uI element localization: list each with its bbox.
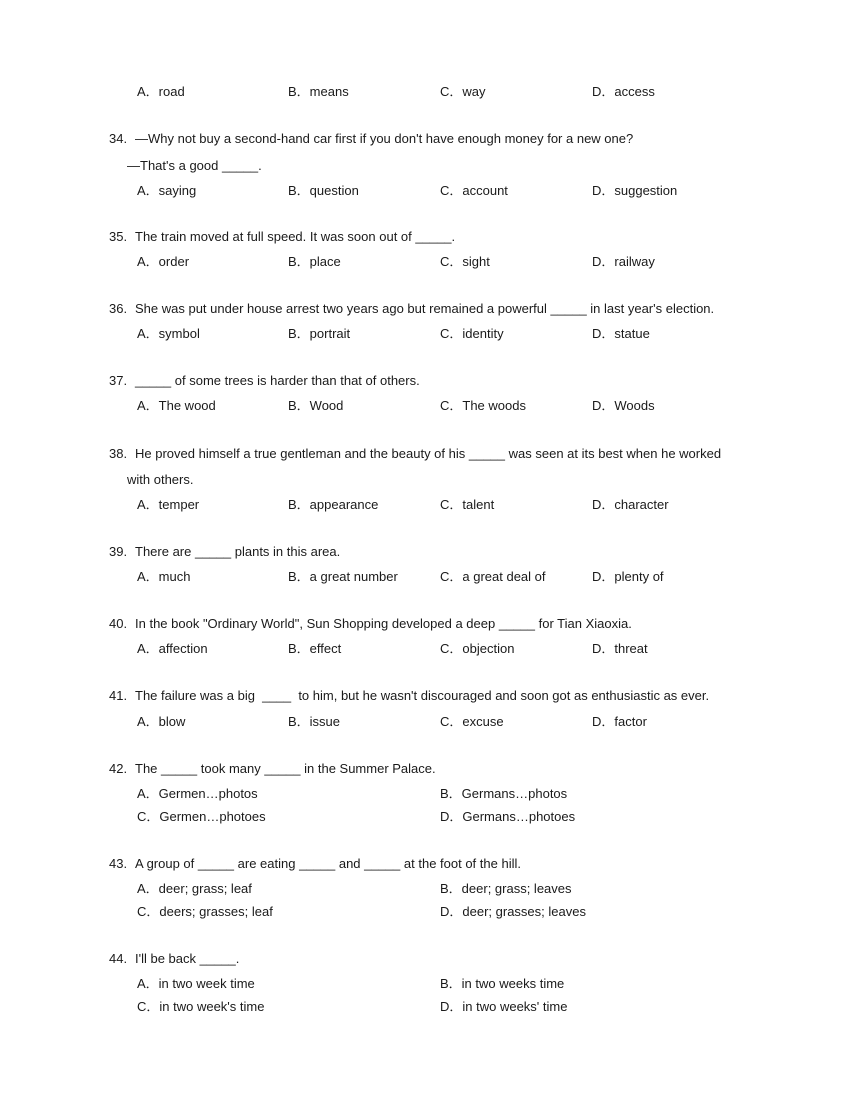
option-a: A．saying bbox=[137, 183, 197, 198]
question-text: I'll be back _____. bbox=[135, 951, 240, 966]
question-stem bbox=[109, 616, 632, 632]
question-number: 37. bbox=[109, 373, 128, 388]
question-text: He proved himself a true gentleman and the beauty of his _____ was seen at its best when he worked bbox=[135, 446, 722, 461]
option-b: B．appearance bbox=[288, 497, 379, 512]
question-number: 41. bbox=[109, 688, 128, 703]
question-stem bbox=[109, 856, 521, 872]
option-d: D．statue bbox=[592, 326, 650, 341]
question-number: 40. bbox=[109, 616, 128, 631]
option-d: D．character bbox=[592, 497, 669, 512]
option-d: D．threat bbox=[592, 641, 648, 656]
question-stem bbox=[109, 131, 633, 147]
option-c: C．Germen…photoes bbox=[137, 809, 266, 824]
question-number: 39. bbox=[109, 544, 128, 559]
question-stem bbox=[109, 688, 709, 704]
option-a: A．road bbox=[137, 84, 185, 99]
option-a: A．in two week time bbox=[137, 976, 255, 991]
option-d: D．Germans…photoes bbox=[440, 809, 576, 824]
option-d: D．access bbox=[592, 84, 655, 99]
option-c: C．deers; grasses; leaf bbox=[137, 904, 273, 919]
option-c: C．objection bbox=[440, 641, 515, 656]
option-b: B．deer; grass; leaves bbox=[440, 881, 572, 896]
question-text: In the book "Ordinary World", Sun Shopping developed a deep _____ for Tian Xiaoxia. bbox=[135, 616, 632, 631]
option-d: D．factor bbox=[592, 714, 647, 729]
question-text: The failure was a big ____ to him, but he wasn't discouraged and soon got as enthusiastic as ever. bbox=[135, 688, 710, 703]
option-d: D．in two weeks' time bbox=[440, 999, 568, 1014]
question-stem bbox=[109, 229, 455, 245]
question-text: _____ of some trees is harder than that of others. bbox=[135, 373, 420, 388]
question-number: 36. bbox=[109, 301, 128, 316]
option-c: C．sight bbox=[440, 254, 490, 269]
question-number: 35. bbox=[109, 229, 128, 244]
option-a: A．symbol bbox=[137, 326, 200, 341]
question-number: 44. bbox=[109, 951, 128, 966]
option-b: B．question bbox=[288, 183, 359, 198]
option-b: B．Wood bbox=[288, 398, 344, 413]
option-b: B．place bbox=[288, 254, 341, 269]
question-stem bbox=[109, 446, 721, 462]
option-d: D．Woods bbox=[592, 398, 655, 413]
option-c: C．a great deal of bbox=[440, 569, 546, 584]
option-d: D．railway bbox=[592, 254, 655, 269]
question-number: 38. bbox=[109, 446, 128, 461]
option-a: A．Germen…photos bbox=[137, 786, 258, 801]
question-stem bbox=[109, 951, 239, 967]
question-text-line2: —That's a good _____. bbox=[127, 158, 262, 173]
option-a: A．temper bbox=[137, 497, 200, 512]
option-d: D．deer; grasses; leaves bbox=[440, 904, 586, 919]
option-c: C．talent bbox=[440, 497, 495, 512]
option-c: C．way bbox=[440, 84, 486, 99]
option-b: B．issue bbox=[288, 714, 341, 729]
option-a: A．much bbox=[137, 569, 191, 584]
question-number: 34. bbox=[109, 131, 128, 146]
option-b: B．means bbox=[288, 84, 349, 99]
question-text: —Why not buy a second-hand car first if you don't have enough money for a new one? bbox=[135, 131, 634, 146]
option-c: C．in two week's time bbox=[137, 999, 265, 1014]
option-b: B．portrait bbox=[288, 326, 351, 341]
question-stem bbox=[109, 301, 714, 317]
option-a: A．deer; grass; leaf bbox=[137, 881, 252, 896]
question-text: The _____ took many _____ in the Summer Palace. bbox=[135, 761, 436, 776]
question-number: 43. bbox=[109, 856, 128, 871]
option-c: C．excuse bbox=[440, 714, 504, 729]
option-d: D．plenty of bbox=[592, 569, 664, 584]
option-a: A．blow bbox=[137, 714, 186, 729]
question-text: There are _____ plants in this area. bbox=[135, 544, 341, 559]
option-a: A．order bbox=[137, 254, 190, 269]
option-b: B．effect bbox=[288, 641, 342, 656]
option-b: B．a great number bbox=[288, 569, 398, 584]
question-text: A group of _____ are eating _____ and _____ at the foot of the hill. bbox=[135, 856, 521, 871]
option-c: C．account bbox=[440, 183, 508, 198]
question-text-line2: with others. bbox=[127, 472, 194, 487]
question-number: 42. bbox=[109, 761, 128, 776]
question-stem bbox=[109, 373, 420, 389]
question-stem bbox=[109, 544, 340, 560]
option-a: A．affection bbox=[137, 641, 208, 656]
question-text: The train moved at full speed. It was soon out of _____. bbox=[135, 229, 456, 244]
option-a: A．The wood bbox=[137, 398, 216, 413]
option-c: C．The woods bbox=[440, 398, 526, 413]
option-c: C．identity bbox=[440, 326, 504, 341]
option-d: D．suggestion bbox=[592, 183, 678, 198]
question-stem bbox=[109, 761, 436, 777]
option-b: B．in two weeks time bbox=[440, 976, 565, 991]
question-text: She was put under house arrest two years ago but remained a powerful _____ in last year's election. bbox=[135, 301, 715, 316]
option-b: B．Germans…photos bbox=[440, 786, 568, 801]
